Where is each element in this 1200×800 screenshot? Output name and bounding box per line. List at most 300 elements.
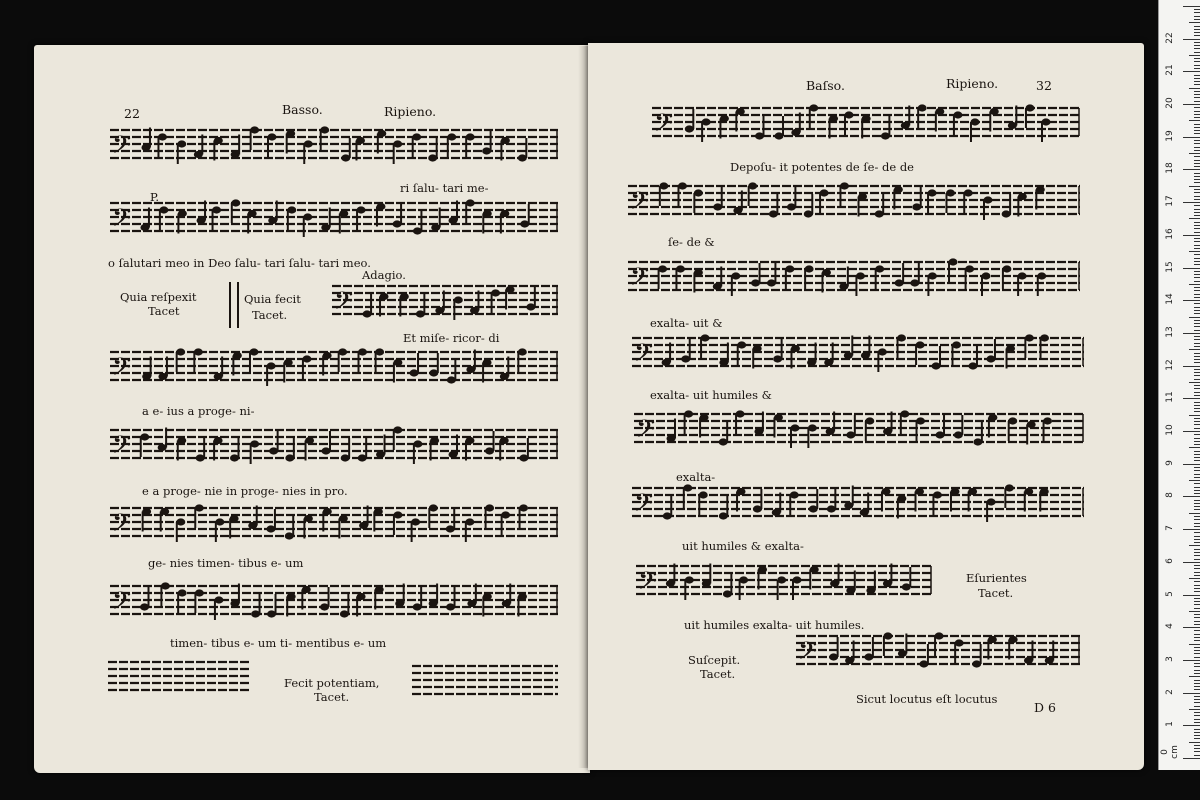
ruler-tick	[1194, 310, 1200, 311]
ruler-tick	[1194, 91, 1200, 92]
music-staff	[110, 124, 558, 168]
ruler-tick	[1194, 689, 1200, 690]
ruler-tick	[1194, 58, 1200, 59]
ruler-number: 14	[1165, 293, 1175, 305]
ruler-tick	[1194, 460, 1200, 461]
ruler-number: 9	[1165, 459, 1175, 466]
ruler-tick	[1183, 660, 1200, 661]
right-page-number: 32	[1036, 78, 1052, 93]
ruler-tick	[1194, 647, 1200, 648]
music-staff	[796, 630, 1080, 674]
ruler-number: 3	[1165, 656, 1175, 662]
lyric-line: ge- nies timen- tibus e- um	[148, 556, 304, 570]
ruler-tick	[1194, 696, 1200, 697]
ruler-tick	[1189, 578, 1200, 579]
ruler-tick	[1183, 627, 1200, 628]
ruler-tick	[1194, 392, 1200, 393]
ruler-tick	[1194, 549, 1200, 550]
ruler-tick	[1194, 657, 1200, 658]
bass-clef-icon: 𝄢	[634, 339, 654, 374]
ruler-tick	[1189, 120, 1200, 121]
ruler-tick	[1194, 552, 1200, 553]
tacet-title: Quia reſpexit	[120, 290, 197, 304]
ruler-tick	[1194, 523, 1200, 524]
ruler-number: 7	[1165, 525, 1175, 531]
ruler-tick	[1194, 385, 1200, 386]
ruler-tick	[1194, 248, 1200, 249]
ruler-tick	[1189, 251, 1200, 252]
ruler-tick	[1194, 258, 1200, 259]
ruler-tick	[1183, 725, 1200, 726]
tacet-label: Tacet	[148, 304, 180, 318]
ruler-tick	[1194, 702, 1200, 703]
ruler-tick	[1183, 758, 1200, 759]
ruler-tick	[1194, 32, 1200, 33]
ruler-tick	[1183, 333, 1200, 334]
left-header-part: Ripieno.	[384, 104, 437, 119]
ruler-tick	[1183, 562, 1200, 563]
ruler-tick	[1183, 71, 1200, 72]
ruler-tick	[1194, 588, 1200, 589]
ruler-tick	[1189, 284, 1200, 285]
ruler-tick	[1194, 601, 1200, 602]
music-staff	[628, 180, 1080, 224]
ruler-tick	[1194, 565, 1200, 566]
ruler-tick	[1194, 264, 1200, 265]
ruler-tick	[1189, 676, 1200, 677]
ruler-tick	[1194, 526, 1200, 527]
ruler-tick	[1194, 608, 1200, 609]
bass-clef-icon: 𝄢	[112, 431, 132, 466]
ruler-tick	[1194, 454, 1200, 455]
music-staff	[332, 280, 558, 324]
ruler-tick	[1194, 598, 1200, 599]
ruler-tick	[1183, 6, 1200, 7]
ruler-tick	[1194, 182, 1200, 183]
ruler-tick	[1194, 729, 1200, 730]
ruler-tick	[1194, 271, 1200, 272]
lyric-line: Sicut locutus eſt locutus	[856, 692, 998, 706]
ruler-tick	[1194, 277, 1200, 278]
ruler-tick	[1189, 382, 1200, 383]
ruler-tick	[1194, 173, 1200, 174]
ruler-tick	[1194, 630, 1200, 631]
ruler-tick	[1183, 137, 1200, 138]
ruler-tick	[1183, 268, 1200, 269]
music-staff	[628, 256, 1080, 300]
ruler-number: 11	[1165, 391, 1175, 404]
ruler-tick	[1189, 218, 1200, 219]
ruler-tick	[1194, 81, 1200, 82]
ruler-tick	[1194, 735, 1200, 736]
ruler-tick	[1194, 101, 1200, 102]
lyric-line: a e- ius a proge- ni-	[142, 404, 255, 418]
ruler-tick	[1189, 480, 1200, 481]
ruler-tick	[1194, 477, 1200, 478]
ruler-tick	[1194, 45, 1200, 46]
ruler-tick	[1194, 215, 1200, 216]
music-staff	[412, 660, 558, 704]
ruler-tick	[1194, 428, 1200, 429]
lyric-line: timen- tibus e- um ti- mentibus e- um	[170, 636, 387, 650]
ruler-tick	[1194, 143, 1200, 144]
ruler-tick	[1194, 591, 1200, 592]
bass-clef-icon: 𝄢	[634, 489, 654, 524]
ruler-tick	[1194, 84, 1200, 85]
ruler-number: 8	[1165, 492, 1175, 499]
bass-clef-icon: 𝄢	[112, 204, 132, 239]
ruler-tick	[1194, 418, 1200, 419]
ruler-number: 18	[1165, 162, 1175, 175]
ruler-tick	[1194, 52, 1200, 53]
ruler-tick	[1189, 349, 1200, 350]
ruler-tick	[1194, 261, 1200, 262]
tacet-title: Suſcepit.	[688, 653, 741, 667]
ruler-tick	[1194, 26, 1200, 27]
ruler-tick	[1194, 124, 1200, 125]
ruler-tick	[1194, 699, 1200, 700]
left-page-number: 22	[124, 106, 140, 121]
ruler-tick	[1194, 117, 1200, 118]
ruler-tick	[1194, 451, 1200, 452]
music-staff	[652, 102, 1080, 146]
ruler-tick	[1183, 529, 1200, 530]
ruler-tick	[1194, 65, 1200, 66]
ruler-tick	[1189, 88, 1200, 89]
ruler-tick	[1194, 97, 1200, 98]
ruler-tick	[1189, 415, 1200, 416]
ruler-tick	[1194, 493, 1200, 494]
ruler-tick	[1194, 147, 1200, 148]
ruler-tick	[1194, 369, 1200, 370]
ruler-tick	[1194, 209, 1200, 210]
lyric-line: uit humiles & exalta-	[682, 539, 804, 553]
lyric-line: exalta- uit &	[650, 316, 723, 330]
ruler-tick	[1194, 470, 1200, 471]
ruler-tick	[1194, 343, 1200, 344]
ruler-tick	[1183, 235, 1200, 236]
ruler-tick	[1189, 644, 1200, 645]
ruler-tick	[1194, 245, 1200, 246]
ruler-tick	[1194, 745, 1200, 746]
ruler-tick	[1194, 532, 1200, 533]
music-staff	[108, 656, 250, 700]
ruler-tick	[1194, 653, 1200, 654]
ruler-tick	[1194, 555, 1200, 556]
ruler-tick	[1194, 673, 1200, 674]
ruler-tick	[1194, 356, 1200, 357]
ruler-tick	[1194, 176, 1200, 177]
lyric-line: ri ſalu- tari me-	[400, 181, 489, 195]
ruler-tick	[1194, 683, 1200, 684]
ruler-tick	[1194, 346, 1200, 347]
ruler-tick	[1194, 748, 1200, 749]
ruler-unit-label: 0 cm	[1160, 745, 1180, 759]
lyric-line: exalta-	[676, 470, 716, 484]
ruler-tick	[1194, 457, 1200, 458]
ruler-number: 10	[1165, 424, 1175, 436]
ruler-tick	[1194, 160, 1200, 161]
ruler-tick	[1194, 568, 1200, 569]
ruler-tick	[1194, 421, 1200, 422]
tacet-label: Tacet.	[700, 667, 736, 681]
music-staff	[110, 346, 558, 390]
ruler-tick	[1194, 542, 1200, 543]
ruler-tick	[1194, 107, 1200, 108]
ruler-tick	[1194, 307, 1200, 308]
bass-clef-icon: 𝄢	[630, 187, 650, 222]
ruler-tick	[1183, 104, 1200, 105]
ruler-tick	[1194, 722, 1200, 723]
ruler-tick	[1194, 287, 1200, 288]
ruler-tick	[1194, 166, 1200, 167]
ruler-tick	[1194, 388, 1200, 389]
ruler-tick	[1194, 506, 1200, 507]
double-barline	[229, 282, 239, 328]
ruler-tick	[1189, 153, 1200, 154]
ruler-tick	[1194, 706, 1200, 707]
ruler-tick	[1194, 163, 1200, 164]
ruler-tick	[1189, 317, 1200, 318]
ruler-tick	[1183, 39, 1200, 40]
ruler-tick	[1194, 614, 1200, 615]
ruler-tick	[1194, 16, 1200, 17]
ruler-tick	[1183, 169, 1200, 170]
lyric-line: ſe- de &	[668, 235, 715, 249]
ruler-tick	[1194, 313, 1200, 314]
ruler-tick	[1194, 225, 1200, 226]
ruler-number: 2	[1165, 688, 1175, 695]
ruler-tick	[1189, 447, 1200, 448]
ruler-tick	[1194, 228, 1200, 229]
ruler-tick	[1194, 402, 1200, 403]
ruler-tick	[1194, 712, 1200, 713]
ruler-tick	[1194, 326, 1200, 327]
ruler-tick	[1194, 241, 1200, 242]
ruler-tick	[1194, 434, 1200, 435]
ruler-tick	[1194, 585, 1200, 586]
ruler-number: 21	[1165, 64, 1175, 77]
ruler-tick	[1194, 68, 1200, 69]
tacet-label: Tacet.	[314, 690, 350, 704]
ruler-tick	[1194, 441, 1200, 442]
bass-clef-icon: 𝄢	[636, 415, 656, 450]
ruler-tick	[1194, 680, 1200, 681]
ruler-tick	[1194, 572, 1200, 573]
ruler-tick	[1194, 483, 1200, 484]
ruler-tick	[1194, 336, 1200, 337]
ruler-tick	[1194, 222, 1200, 223]
ruler-tick	[1194, 650, 1200, 651]
music-staff	[110, 424, 558, 468]
ruler-tick	[1194, 212, 1200, 213]
ruler-tick	[1194, 719, 1200, 720]
ruler-tick	[1194, 140, 1200, 141]
ruler-tick	[1194, 500, 1200, 501]
ruler-number: 6	[1165, 557, 1175, 564]
tacet-title: Fecit potentiam,	[284, 676, 380, 690]
ruler-tick	[1194, 9, 1200, 10]
ruler-tick	[1194, 444, 1200, 445]
ruler-tick	[1194, 438, 1200, 439]
ruler-tick	[1194, 424, 1200, 425]
ruler-tick	[1194, 637, 1200, 638]
ruler-tick	[1189, 55, 1200, 56]
ruler-tick	[1194, 330, 1200, 331]
ruler-tick	[1194, 29, 1200, 30]
ruler-number: 16	[1165, 228, 1175, 240]
right-header-voice: Baſso.	[806, 78, 845, 93]
music-staff	[110, 580, 558, 624]
ruler-tick	[1194, 232, 1200, 233]
ruler-tick	[1194, 205, 1200, 206]
ruler-tick	[1189, 709, 1200, 710]
ruler-tick	[1183, 202, 1200, 203]
ruler-tick	[1194, 127, 1200, 128]
ruler-tick	[1194, 490, 1200, 491]
ruler-tick	[1194, 179, 1200, 180]
ruler-tick	[1194, 189, 1200, 190]
ruler-tick	[1194, 150, 1200, 151]
ruler-tick	[1194, 303, 1200, 304]
ruler-tick	[1189, 742, 1200, 743]
ruler-tick	[1183, 366, 1200, 367]
ruler-tick	[1194, 509, 1200, 510]
ruler-tick	[1183, 431, 1200, 432]
lyric-line: uit humiles exalta- uit humiles.	[684, 618, 865, 632]
ruler-tick	[1194, 294, 1200, 295]
ruler-tick	[1194, 516, 1200, 517]
ruler-tick	[1194, 339, 1200, 340]
tacet-title: Quia fecit	[244, 292, 301, 306]
ruler-tick	[1194, 375, 1200, 376]
ruler-tick	[1194, 405, 1200, 406]
ruler-tick	[1194, 19, 1200, 20]
ruler-tick	[1194, 670, 1200, 671]
ruler-tick	[1194, 411, 1200, 412]
ruler-tick	[1194, 715, 1200, 716]
ruler-tick	[1194, 362, 1200, 363]
tacet-title: Eſurientes	[966, 571, 1027, 585]
ruler-tick	[1194, 666, 1200, 667]
ruler-tick	[1194, 254, 1200, 255]
ruler-tick	[1194, 94, 1200, 95]
ruler-tick	[1194, 379, 1200, 380]
ruler-tick	[1189, 186, 1200, 187]
ruler-tick	[1189, 545, 1200, 546]
ruler-tick	[1183, 496, 1200, 497]
ruler-tick	[1194, 323, 1200, 324]
ruler-tick	[1194, 35, 1200, 36]
ruler-number: 13	[1165, 326, 1175, 338]
ruler-number: 19	[1165, 129, 1175, 142]
ruler-tick	[1194, 519, 1200, 520]
ruler-tick	[1183, 398, 1200, 399]
ruler-number: 5	[1165, 590, 1175, 597]
music-staff	[110, 197, 558, 241]
ruler-tick	[1194, 559, 1200, 560]
ruler-number: 1	[1165, 721, 1175, 728]
ruler-tick	[1189, 611, 1200, 612]
ruler-tick	[1194, 539, 1200, 540]
ruler-tick	[1194, 621, 1200, 622]
lyric-line: o ſalutari meo in Deo ſalu- tari ſalu- tari meo.	[108, 256, 371, 270]
ruler-tick	[1194, 503, 1200, 504]
ruler-tick	[1194, 133, 1200, 134]
ruler-tick	[1194, 686, 1200, 687]
ruler-tick	[1194, 604, 1200, 605]
right-header-part: Ripieno.	[946, 76, 999, 91]
ruler-tick	[1194, 281, 1200, 282]
tacet-label: Tacet.	[978, 586, 1014, 600]
ruler-tick	[1194, 617, 1200, 618]
signature-mark: D 6	[1034, 700, 1056, 715]
bass-clef-icon: 𝄢	[112, 353, 132, 388]
ruler-tick	[1194, 359, 1200, 360]
ruler-tick	[1194, 12, 1200, 13]
left-header-voice: Basso.	[282, 102, 323, 117]
music-staff	[110, 502, 558, 546]
ruler-tick	[1194, 751, 1200, 752]
music-staff	[632, 482, 1084, 526]
ruler-tick	[1194, 536, 1200, 537]
bass-clef-icon: 𝄢	[112, 587, 132, 622]
ruler-tick	[1194, 114, 1200, 115]
ruler-number: 15	[1165, 260, 1175, 273]
ruler-tick	[1194, 199, 1200, 200]
measurement-ruler	[1158, 0, 1200, 770]
ruler-number: 20	[1165, 97, 1175, 109]
ruler-tick	[1194, 372, 1200, 373]
ruler-tick	[1194, 320, 1200, 321]
ruler-tick	[1183, 464, 1200, 465]
bass-clef-icon: 𝄢	[334, 287, 354, 322]
ruler-tick	[1189, 513, 1200, 514]
ruler-number: 4	[1165, 623, 1175, 630]
ruler-tick	[1194, 408, 1200, 409]
music-staff	[636, 560, 932, 604]
ruler-tick	[1194, 48, 1200, 49]
ruler-tick	[1194, 640, 1200, 641]
ruler-tick	[1194, 156, 1200, 157]
ruler-tick	[1194, 297, 1200, 298]
bass-clef-icon: 𝄢	[798, 637, 818, 672]
bass-clef-icon: 𝄢	[112, 509, 132, 544]
ruler-tick	[1194, 196, 1200, 197]
ruler-number: 17	[1165, 195, 1175, 207]
ruler-tick	[1194, 395, 1200, 396]
ruler-tick	[1194, 467, 1200, 468]
ruler-tick	[1194, 274, 1200, 275]
ruler-tick	[1194, 738, 1200, 739]
ruler-tick	[1194, 111, 1200, 112]
bass-clef-icon: 𝄢	[638, 567, 658, 602]
ruler-tick	[1194, 61, 1200, 62]
ruler-tick	[1194, 581, 1200, 582]
lyric-line: Et miſe- ricor- di	[403, 331, 500, 345]
ruler-tick	[1183, 300, 1200, 301]
ruler-tick	[1194, 634, 1200, 635]
music-staff	[634, 408, 1084, 452]
ruler-tick	[1194, 130, 1200, 131]
ruler-tick	[1194, 575, 1200, 576]
ruler-tick	[1194, 192, 1200, 193]
ruler-tick	[1194, 75, 1200, 76]
syllable-p: P.	[150, 190, 160, 204]
tempo-marking: Adagio.	[362, 268, 406, 282]
tacet-label: Tacet.	[252, 308, 288, 322]
bass-clef-icon: 𝄢	[630, 263, 650, 298]
